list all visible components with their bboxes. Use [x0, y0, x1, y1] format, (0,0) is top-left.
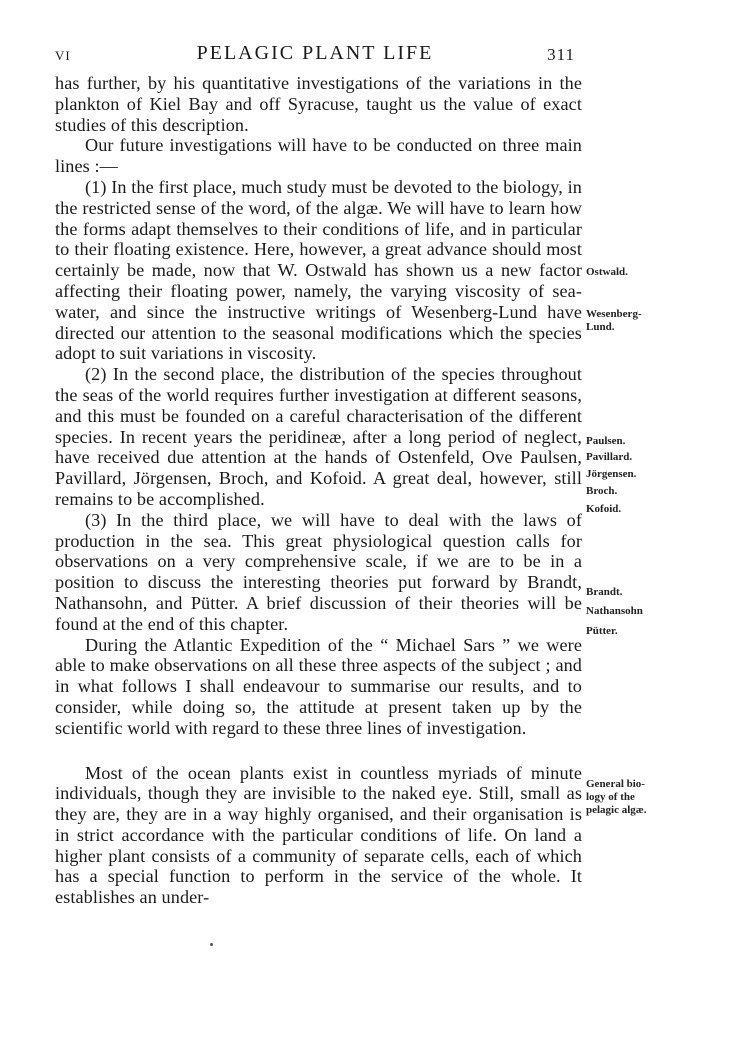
margin-note-pelagic-algae: pelagic algæ. — [586, 804, 647, 816]
margin-note-paulsen: Paulsen. — [586, 435, 626, 447]
running-title: PELAGIC PLANT LIFE — [196, 42, 434, 64]
margin-note-jorgensen: Jörgensen. — [586, 468, 637, 480]
margin-note-pavillard: Pavillard. — [586, 451, 633, 463]
margin-note-ostwald: Ostwald. — [586, 266, 628, 278]
margin-note-wesenberg: Wesenberg- — [586, 308, 642, 320]
margin-note-kofoid: Kofoid. — [586, 503, 622, 515]
main-text — [55, 73, 582, 908]
paragraph-point-1: (1) In the first place, much study must be devoted to the biology, in the restricted sense of the word, of the algæ. We will have to learn how the forms adapt themselves to their conditions of life, and in particular to their floating existence. Here, however, a great advance should most certainly be made, now that W. Ostwald has shown us a new factor affecting their floating power, namely, the varying viscosity of sea-water, and since the instructive writings of Wesenberg-Lund have directed our attention to the seasonal modifications which the species adopt to suit variations in viscosity. — [55, 176, 582, 364]
margin-note-lund: Lund. — [586, 321, 615, 333]
margin-note-logy: logy of the — [586, 791, 635, 803]
margin-note-brandt: Brandt. — [586, 586, 623, 598]
margin-note-broch: Broch. — [586, 485, 618, 497]
paragraph-point-2: (2) In the second place, the distribution of the species throughout the seas of the world requires further investigation at different seasons, and this must be founded on a careful characterisation of the different species. In recent years the peridineæ, after a long period of neglect, have received due attention at the hands of Ostenfeld, Ove Paulsen, Pavillard, Jörgensen, Broch, and Kofoid. A great deal, however, still remains to be accomplished. — [55, 364, 582, 509]
margin-note-putter: Pütter. — [586, 625, 618, 637]
section-divider-space — [55, 739, 582, 763]
paragraph-expedition: During the Atlantic Expedition of the “ Michael Sars ” we were able to make observations on all these three aspects of the subject ; and in what follows I shall endeavour to summarise our results, and to consider, while doing so, the attitude at present taken up by the scientific world with regard to these three lines of investigation. — [55, 634, 582, 738]
margin-note-general-bio: General bio- — [586, 778, 645, 790]
chapter-number: VI — [55, 48, 71, 63]
running-header — [55, 42, 575, 70]
paragraph-continuation: has further, by his quantitative investigations of the variations in the plankton of Kiel Bay and off Syracuse, taught us the value of exact studies of this description. — [55, 73, 582, 135]
margin-note-nathansohn: Nathansohn — [586, 605, 643, 617]
paragraph-general-biology: Most of the ocean plants exist in countless myriads of minute individuals, though they are invisible to the naked eye. Still, small as they are, they are in a way highly organised, and their organisation is in strict accordance with the particular conditions of life. On land a higher plant consists of a community of separate cells, each of which has a special function to perform in the service of the whole. It establishes an under- — [55, 762, 582, 908]
paragraph-three-lines: Our future investigations will have to be conducted on three main lines :— — [55, 135, 582, 177]
print-speck — [210, 943, 213, 946]
page-number: 311 — [547, 45, 575, 64]
paragraph-point-3: (3) In the third place, we will have to deal with the laws of production in the sea. This great physiological question calls for observations on a very comprehensive scale, if we are to be in a position to discuss the interesting theories put forward by Brandt, Nathansohn, and Pütter. A brief discussion of their theories will be found at the end of this chapter. — [55, 509, 582, 634]
